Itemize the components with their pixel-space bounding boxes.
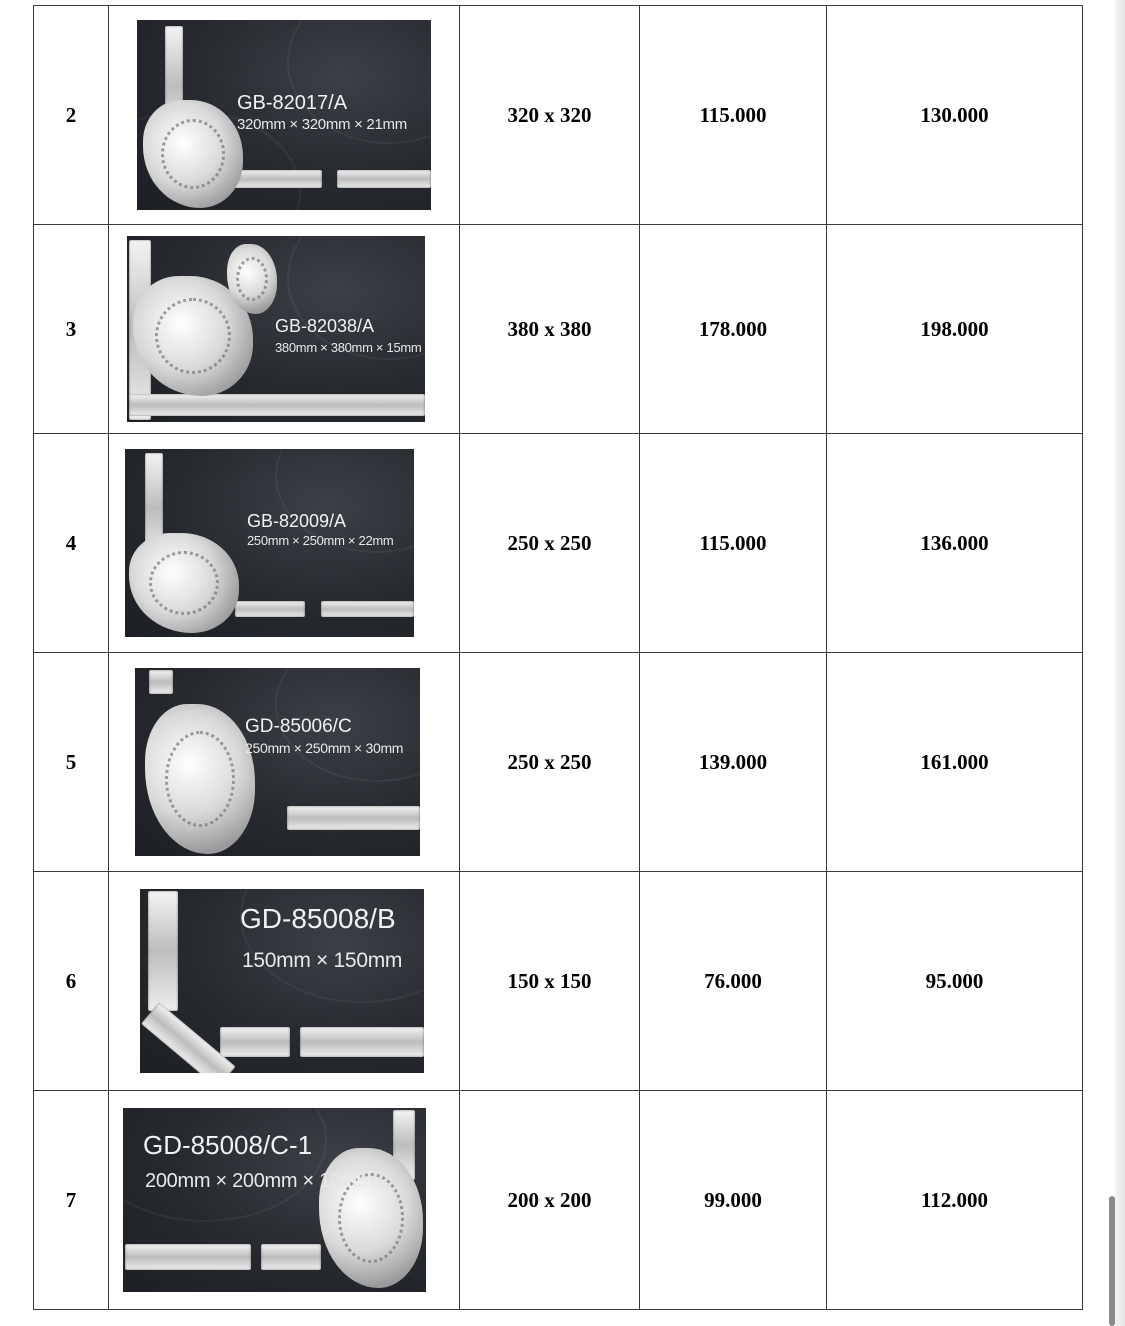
product-code: GB-82038/A: [275, 316, 375, 336]
size-value: 200 x 200: [460, 1091, 640, 1310]
product-dimensions: 250mm × 250mm × 22mm: [247, 533, 394, 548]
price-value: 115.000: [640, 434, 827, 653]
size-value: 250 x 250: [460, 653, 640, 872]
product-image: [123, 1108, 426, 1292]
row-number: 2: [34, 6, 109, 225]
price-value: 99.000: [640, 1091, 827, 1310]
table-row: [34, 434, 1083, 653]
product-image-cell: [109, 6, 460, 225]
size-value: 150 x 150: [460, 872, 640, 1091]
product-code: GB-82009/A: [247, 511, 347, 531]
row-number: 5: [34, 653, 109, 872]
page-edge-shadow: [1115, 0, 1125, 1326]
product-code: GD-85008/C-1: [143, 1130, 313, 1160]
price-value: 178.000: [640, 225, 827, 434]
table-row: [34, 225, 1083, 434]
table-row: [34, 872, 1083, 1091]
product-image-cell: [109, 653, 460, 872]
price-value: 95.000: [827, 872, 1083, 1091]
product-dimensions: 200mm × 200mm × 18mm: [145, 1170, 374, 1192]
price-value: 130.000: [827, 6, 1083, 225]
product-image: [137, 20, 431, 210]
product-image: [125, 449, 414, 637]
product-image: [140, 889, 424, 1073]
vertical-scrollbar-thumb[interactable]: [1109, 1196, 1115, 1326]
product-image: [127, 236, 425, 422]
price-value: 198.000: [827, 225, 1083, 434]
row-number: 3: [34, 225, 109, 434]
corner-ornament: [145, 704, 255, 854]
moulding-rail-horizontal: [337, 170, 431, 188]
product-image-cell: [109, 225, 460, 434]
moulding-rail-horizontal: [300, 1027, 424, 1057]
moulding-rail-horizontal: [220, 1027, 290, 1057]
product-image-cell: [109, 872, 460, 1091]
price-value: 161.000: [827, 653, 1083, 872]
product-code: GD-85008/B: [240, 903, 396, 934]
moulding-rail-vertical: [149, 670, 173, 694]
price-value: 76.000: [640, 872, 827, 1091]
product-image-cell: [109, 1091, 460, 1310]
table-row: [34, 1091, 1083, 1310]
product-image: [135, 668, 420, 856]
moulding-rail-horizontal: [235, 601, 305, 617]
product-dimensions: 150mm × 150mm: [242, 949, 403, 972]
moulding-rail-horizontal: [261, 1244, 321, 1270]
product-dimensions: 250mm × 250mm × 30mm: [245, 740, 404, 756]
corner-ornament: [129, 533, 239, 633]
price-value: 136.000: [827, 434, 1083, 653]
price-table: [33, 5, 1083, 1310]
moulding-rail-horizontal: [129, 394, 425, 416]
table-row: [34, 653, 1083, 872]
price-value: 139.000: [640, 653, 827, 872]
size-value: 320 x 320: [460, 6, 640, 225]
row-number: 6: [34, 872, 109, 1091]
moulding-rail-vertical: [148, 891, 178, 1011]
moulding-rail-horizontal: [321, 601, 414, 617]
product-dimensions: 320mm × 320mm × 21mm: [237, 116, 407, 133]
moulding-rail-horizontal: [287, 806, 420, 830]
table-row: [34, 6, 1083, 225]
corner-ornament: [319, 1148, 423, 1288]
product-image-cell: [109, 434, 460, 653]
moulding-rail-horizontal: [125, 1244, 251, 1270]
product-dimensions: 380mm × 380mm × 15mm: [275, 340, 422, 355]
row-number: 4: [34, 434, 109, 653]
product-code: GD-85006/C: [245, 716, 352, 737]
row-number: 7: [34, 1091, 109, 1310]
size-value: 380 x 380: [460, 225, 640, 434]
product-code: GB-82017/A: [237, 92, 348, 114]
size-value: 250 x 250: [460, 434, 640, 653]
price-value: 112.000: [827, 1091, 1083, 1310]
price-value: 115.000: [640, 6, 827, 225]
